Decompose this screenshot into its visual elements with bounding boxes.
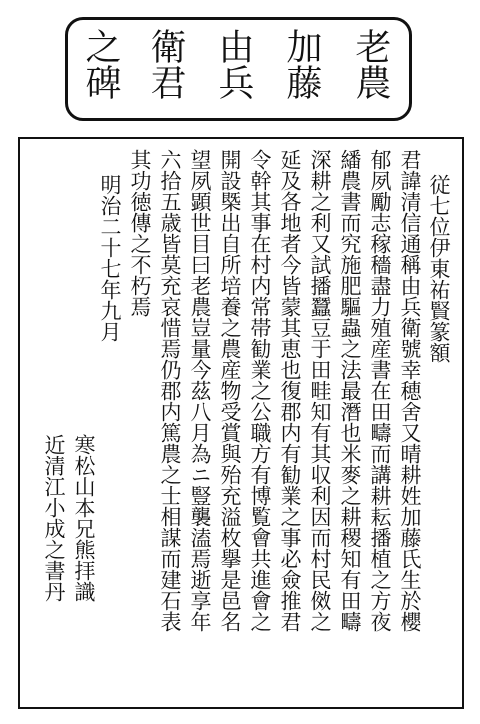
inscription-line-6: 令幹其事在村内常帯勧業之公職方有博覧會共進會之 — [248, 149, 272, 632]
inscription-line-4: 深耕之利又試播蠶豆于田畦知有其収利因而村民傚之 — [308, 149, 332, 632]
inscription-line-1: 君諱清信通稱由兵衛號幸穂舍又晴耕姓加藤氏生於櫻 — [398, 149, 422, 632]
title-column-3: 由兵 — [213, 28, 254, 100]
inscription-line-2: 郁夙勵志稼穡盡力殖産書在田疇而講耕耘播植之方夜 — [368, 149, 392, 632]
inscription-line-5: 延及各地者今皆蒙其恵也復郡内有勧業之事必僉推君 — [278, 149, 302, 632]
inscription-line-9: 六拾五歳皆莫充哀惜焉仍郡内篤農之士相謀而建石表 — [158, 149, 182, 632]
inscription-line-10: 其功徳傳之不朽焉 — [128, 149, 152, 317]
title-cartouche — [65, 17, 412, 121]
date-line: 明治二十七年九月 — [98, 174, 122, 342]
author-credit: 寒松山本兄熊拝識 — [72, 434, 96, 602]
inscription-line-3: 繙農書而究施肥驅蟲之法最潛也米麥之耕稷知有田疇 — [338, 149, 362, 632]
inscription-line-7: 開設槩出自所培養之農産物受賞與殆充溢枚擧是邑名 — [218, 149, 242, 632]
title-column-5: 之碑 — [80, 28, 121, 100]
inscription-panel — [18, 137, 464, 709]
inscription-line-8: 望夙顕世目曰老農豈量今茲八月為ニ豎襲溘焉逝享年 — [188, 149, 212, 632]
title-column-1: 老農 — [350, 28, 391, 100]
seal-script-credit: 従七位伊東祐賢篆額 — [427, 174, 451, 363]
calligrapher-credit: 近清江小成之書丹 — [42, 434, 66, 602]
title-column-2: 加藤 — [281, 28, 322, 100]
title-column-4: 衛君 — [145, 28, 186, 100]
